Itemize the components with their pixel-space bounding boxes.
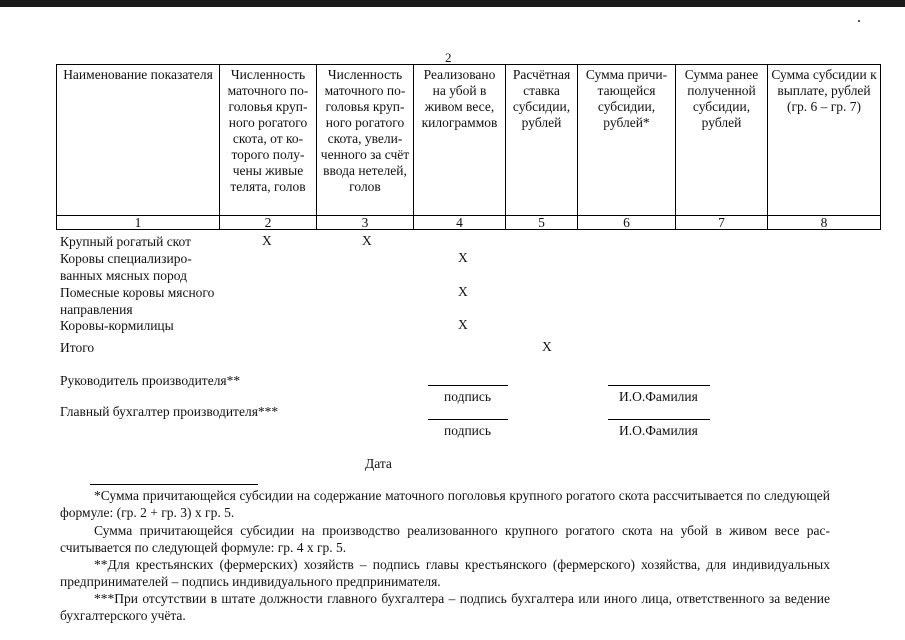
row-label-beef-cows: Коровы специализированных мясных пород <box>60 251 192 283</box>
signature-caption: подпись <box>444 423 492 438</box>
signature-line <box>428 419 508 420</box>
x-mark: X <box>542 339 552 354</box>
column-number: 1 <box>57 216 220 230</box>
row-label-total: Итого <box>60 340 95 355</box>
row-label-nurse-cows: Коровы-кормилицы <box>60 318 174 333</box>
signature-role: Руководитель производителя** <box>60 373 241 388</box>
x-mark: X <box>362 233 372 248</box>
row-label-cattle: Крупный рогатый скот <box>60 234 192 249</box>
x-mark: X <box>458 317 468 332</box>
x-mark: X <box>262 233 272 248</box>
footnote-1: *Сумма причитающейся субсидии на содержание маточного поголовья крупного рогатого скота рассчитывается по следующей формуле: (гр. 2 + гр. 3) х гр. 5. <box>60 488 830 520</box>
header-sold-live-weight: Реализовано на убой в живом весе, килограммов <box>414 65 506 216</box>
column-number: 6 <box>578 216 676 230</box>
date-label: Дата <box>365 456 392 471</box>
page-number: 2 <box>445 50 452 65</box>
signature-role: Главный бухгалтер производителя*** <box>60 404 279 419</box>
footnote-4: ***При отсутствии в штате должности главного бухгалтера – подпись бухгалтера или иного лица, ответственного за ведение бухгалтерского учёта. <box>60 591 830 623</box>
header-subsidy-payable: Сумма субсидии к выплате, рублей (гр. 6 – гр. 7) <box>768 65 881 216</box>
header-subsidy-due: Сумма причитающейся субсидии, рублей* <box>578 65 676 216</box>
column-number: 7 <box>676 216 768 230</box>
column-number: 3 <box>317 216 414 230</box>
name-line <box>608 419 710 420</box>
header-cows-calves: Численность маточного поголовья крупного рогатого скота, от которого получены живые телята, голов <box>220 65 317 216</box>
row-label-crossbred-cows: Помесные коровы мясного направления <box>60 285 215 317</box>
header-subsidy-rate: Расчётная ставка субсидии, рублей <box>506 65 578 216</box>
name-caption: И.О.Фамилия <box>619 423 698 438</box>
column-number: 5 <box>506 216 578 230</box>
signature-caption: подпись <box>444 389 492 404</box>
x-mark: X <box>458 250 468 265</box>
column-number: 2 <box>220 216 317 230</box>
header-indicator-name: Наименование показателя <box>57 65 220 216</box>
name-caption: И.О.Фамилия <box>619 389 698 404</box>
signature-line <box>428 385 508 386</box>
header-cows-heifers: Численность маточного поголовья крупного рогатого скота, увеличенного за счёт ввода нетелей, голов <box>317 65 414 216</box>
name-line <box>608 385 710 386</box>
column-number: 8 <box>768 216 881 230</box>
footnote-3: **Для крестьянских (фермерских) хозяйств – подпись главы крестьянского (фермерского) хозяйства, для индивидуальных предпринимателей – подпись индивидуального предпринимателя. <box>60 557 830 589</box>
x-mark: X <box>458 284 468 299</box>
footnote-2: Сумма причитающейся субсидии на производство реализованного крупного рогатого скота на убой в живом весе рассчитывается по следующей формуле: гр. 4 х гр. 5. <box>60 523 830 555</box>
header-subsidy-received: Сумма ранее полученной субсидии, рублей <box>676 65 768 216</box>
footnote-separator <box>90 484 258 485</box>
column-number: 4 <box>414 216 506 230</box>
